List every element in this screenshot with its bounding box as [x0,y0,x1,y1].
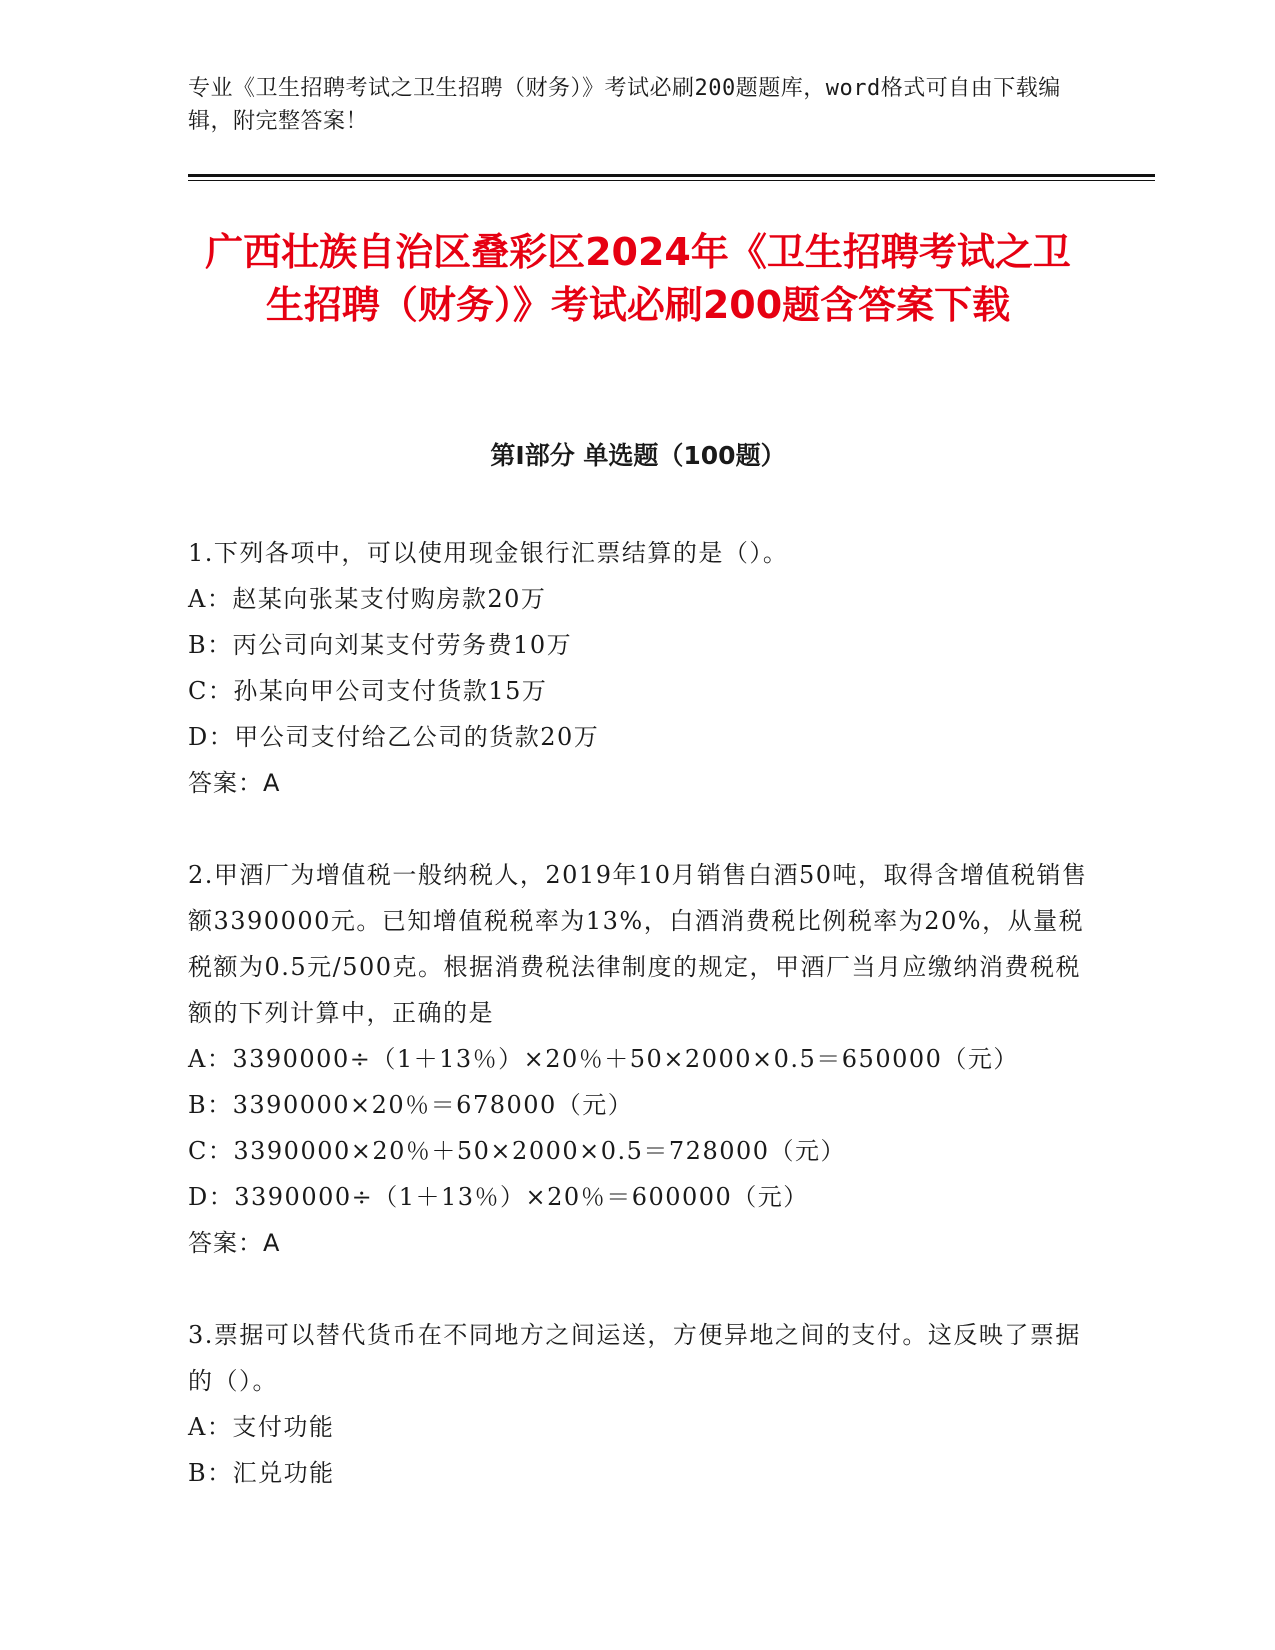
option-b: B：丙公司向刘某支付劳务费10万 [188,631,573,659]
option-c: C：3390000×20％＋50×2000×0.5＝728000（元） [188,1137,847,1165]
question-3 [188,1312,1088,1496]
question-1 [188,530,1088,806]
option-c: C：孙某向甲公司支付货款15万 [188,677,548,705]
header-note: 专业《卫生招聘考试之卫生招聘（财务）》考试必刷200题题库，word格式可自由下载编辑，附完整答案！ [188,76,1061,134]
answer-line: 答案：A [188,769,281,797]
header-rule-thin [188,180,1155,181]
answer-line: 答案：A [188,1229,281,1257]
option-a: A：赵某向张某支付购房款20万 [188,585,547,613]
option-b: B：汇兑功能 [188,1459,335,1487]
option-d: D：3390000÷（1＋13％）×20％＝600000（元） [188,1183,809,1211]
question-2 [188,852,1088,1266]
option-d: D：甲公司支付给乙公司的货款20万 [188,723,600,751]
question-stem: 3.票据可以替代货币在不同地方之间运送，方便异地之间的支付。这反映了票据的（）。 [188,1321,1081,1395]
section-heading: 第I部分 单选题（100题） [490,441,786,470]
question-stem: 1.下列各项中，可以使用现金银行汇票结算的是（）。 [188,539,789,567]
question-stem: 2.甲酒厂为增值税一般纳税人，2019年10月销售白酒50吨，取得含增值税销售额3390000元。已知增值税税率为13%，白酒消费税比例税率为20%，从量税税额为0.5元/500克。根据消费税法律制度的规定，甲酒厂当月应缴纳消费税税额的下列计算中，正确的是 [188,861,1088,1027]
option-a: A：3390000÷（1＋13％）×20％＋50×2000×0.5＝650000（元） [188,1045,1019,1073]
question-list [188,530,1088,1542]
option-a: A：支付功能 [188,1413,335,1441]
document-title: 广西壮族自治区叠彩区2024年《卫生招聘考试之卫生招聘（财务）》考试必刷200题含答案下载 [205,230,1071,327]
header-rule-thick [188,174,1155,177]
option-b: B：3390000×20％＝678000（元） [188,1091,634,1119]
